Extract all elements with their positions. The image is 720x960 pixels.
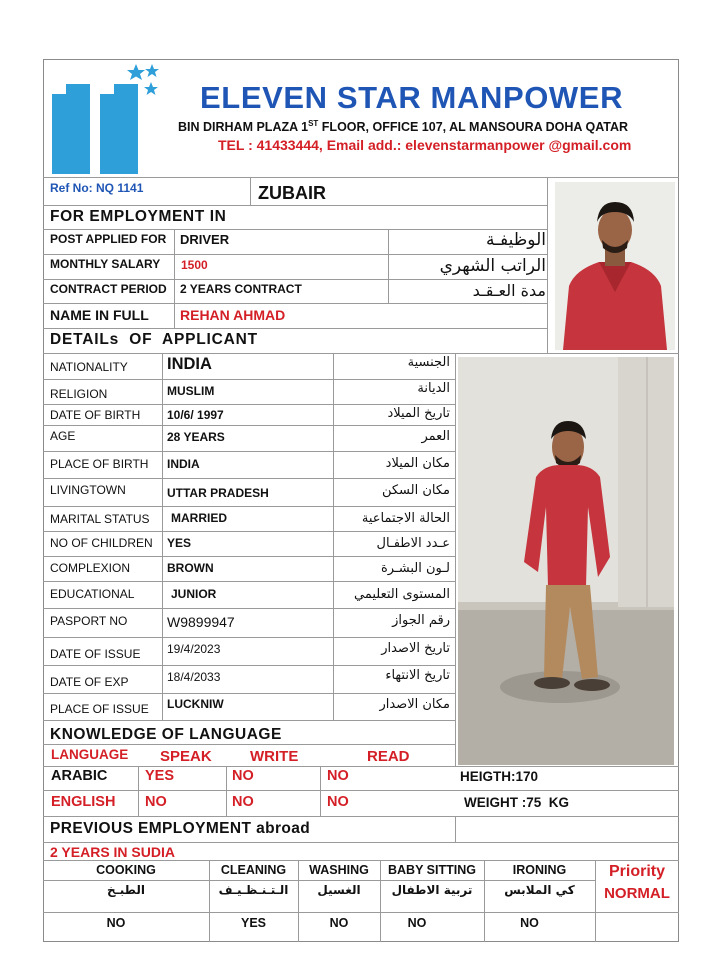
monthly-salary-arabic: الراتب الشهري — [439, 256, 546, 276]
dob-label: DATE OF BIRTH — [50, 408, 141, 422]
dob-value: 10/6/ 1997 — [167, 408, 224, 422]
passport-arabic: رقم الجواز — [392, 613, 450, 628]
star-icon — [127, 64, 145, 80]
company-contact: TEL : 41433444, Email add.: elevenstarmanpower @gmail.com — [218, 137, 632, 153]
priority-value: NORMAL — [604, 885, 670, 902]
skill-baby-sitting: BABY SITTING — [388, 863, 476, 877]
contract-period-value: 2 YEARS CONTRACT — [180, 282, 302, 296]
date-of-exp-arabic: تاريخ الانتهاء — [385, 668, 450, 683]
place-of-birth-label: PLACE OF BIRTH — [50, 457, 149, 471]
livingtown-value: UTTAR PRADESH — [167, 486, 269, 500]
educational-label: EDUCATIONAL — [50, 587, 135, 601]
company-name: ELEVEN STAR MANPOWER — [200, 80, 624, 115]
skill-washing-value: NO — [329, 916, 349, 930]
livingtown-arabic: مكان السكن — [381, 483, 450, 498]
children-label: NO OF CHILDREN — [50, 536, 153, 550]
ref-number: Ref No: NQ 1141 — [50, 181, 144, 195]
arabic-language: ARABIC — [51, 768, 108, 784]
passport-value: W9899947 — [167, 614, 235, 630]
skill-ironing: IRONING — [512, 863, 567, 877]
english-read: NO — [327, 794, 349, 810]
speak-col-header: SPEAK — [160, 748, 212, 765]
monthly-salary-label: MONTHLY SALARY — [50, 257, 161, 271]
post-applied-arabic: الوظيفـة — [485, 230, 546, 250]
date-of-exp-value: 18/4/2033 — [167, 670, 221, 684]
previous-employment-heading: PREVIOUS EMPLOYMENT abroad — [50, 820, 311, 837]
skill-baby-sitting-value: NO — [407, 916, 427, 930]
details-heading: DETAILs OF APPLICANT — [50, 331, 258, 348]
read-col-header: READ — [367, 748, 410, 765]
date-of-exp-label: DATE OF EXP — [50, 675, 129, 689]
skill-cleaning-arabic: الـتـنـظـيـف — [218, 883, 289, 897]
contract-period-arabic: مدة العـقـد — [472, 281, 546, 300]
applicant-short-name: ZUBAIR — [258, 183, 326, 203]
language-col-header: LANGUAGE — [51, 747, 129, 762]
marital-status-value: MARRIED — [171, 511, 227, 525]
weight-value: WEIGHT :75 KG — [464, 795, 570, 810]
children-value: YES — [167, 536, 192, 550]
marital-status-arabic: الحالة الاجتماعية — [361, 511, 450, 526]
logo — [52, 62, 162, 176]
children-arabic: عـدد الاطفـال — [376, 536, 450, 551]
skill-washing: WASHING — [309, 863, 369, 877]
logo-graphic — [52, 62, 162, 176]
age-value: 28 YEARS — [167, 430, 225, 444]
height-value: HEIGTH:170 — [460, 769, 539, 784]
applicant-full-body-photo — [458, 357, 674, 765]
complexion-value: BROWN — [167, 561, 214, 575]
place-of-issue-label: PLACE OF ISSUE — [50, 702, 149, 716]
write-col-header: WRITE — [250, 748, 299, 765]
english-write: NO — [232, 794, 254, 810]
place-of-issue-value: LUCKNIW — [167, 697, 224, 711]
language-heading: KNOWLEDGE OF LANGUAGE — [50, 726, 282, 743]
previous-experience: 2 YEARS IN SUDIA — [50, 844, 175, 860]
age-arabic: العمر — [421, 429, 450, 444]
full-name-label: NAME IN FULL — [50, 307, 149, 323]
monthly-salary-value: 1500 — [181, 258, 208, 272]
employment-heading: FOR EMPLOYMENT IN — [50, 208, 227, 225]
post-applied-value: DRIVER — [180, 232, 230, 247]
religion-arabic: الديانة — [417, 381, 450, 396]
english-language: ENGLISH — [51, 794, 116, 810]
contract-period-label: CONTRACT PERIOD — [50, 282, 167, 296]
skill-washing-arabic: الغسيل — [317, 883, 361, 897]
skill-cooking: COOKING — [96, 863, 156, 877]
religion-value: MUSLIM — [167, 384, 215, 398]
skill-cooking-value: NO — [106, 916, 126, 930]
nationality-arabic: الجنسية — [407, 355, 450, 370]
complexion-label: COMPLEXION — [50, 561, 131, 575]
full-name-value: REHAN AHMAD — [180, 307, 286, 323]
post-applied-label: POST APPLIED FOR — [50, 232, 167, 246]
place-of-birth-arabic: مكان الميلاد — [385, 456, 450, 471]
educational-arabic: المستوى التعليمي — [354, 587, 450, 602]
skill-cooking-arabic: الطبـخ — [107, 883, 145, 897]
skill-cleaning: CLEANING — [220, 863, 287, 877]
company-address: BIN DIRHAM PLAZA 1ST FLOOR, OFFICE 107, AL MANSOURA DOHA QATAR — [178, 119, 629, 135]
star-icon — [144, 82, 158, 95]
religion-label: RELIGION — [50, 387, 108, 401]
dob-arabic: تاريخ الميلاد — [387, 406, 450, 421]
skill-baby-sitting-arabic: تربية الاطفال — [391, 883, 473, 897]
nationality-label: NATIONALITY — [50, 360, 128, 374]
english-speak: NO — [145, 794, 167, 810]
passport-label: PASPORT NO — [50, 614, 128, 628]
place-of-birth-value: INDIA — [167, 457, 200, 471]
arabic-write: NO — [232, 768, 254, 784]
date-of-issue-value: 19/4/2023 — [167, 642, 221, 656]
age-label: AGE — [50, 429, 76, 443]
educational-value: JUNIOR — [171, 587, 217, 601]
skill-cleaning-value: YES — [240, 916, 266, 930]
livingtown-label: LIVINGTOWN — [50, 483, 126, 497]
applicant-portrait-photo — [555, 182, 675, 350]
priority-label: Priority — [608, 863, 665, 880]
date-of-issue-label: DATE OF ISSUE — [50, 647, 141, 661]
nationality-value: INDIA — [167, 355, 212, 373]
complexion-arabic: لـون البشـرة — [380, 561, 450, 576]
place-of-issue-arabic: مكان الاصدار — [379, 697, 450, 712]
star-icon — [145, 64, 159, 77]
skill-ironing-arabic: كي الملابس — [504, 883, 575, 897]
date-of-issue-arabic: تاريخ الاصدار — [381, 641, 450, 656]
marital-status-label: MARITAL STATUS — [50, 512, 150, 526]
arabic-speak: YES — [145, 768, 175, 784]
skill-ironing-value: NO — [520, 916, 539, 930]
arabic-read: NO — [327, 768, 349, 784]
